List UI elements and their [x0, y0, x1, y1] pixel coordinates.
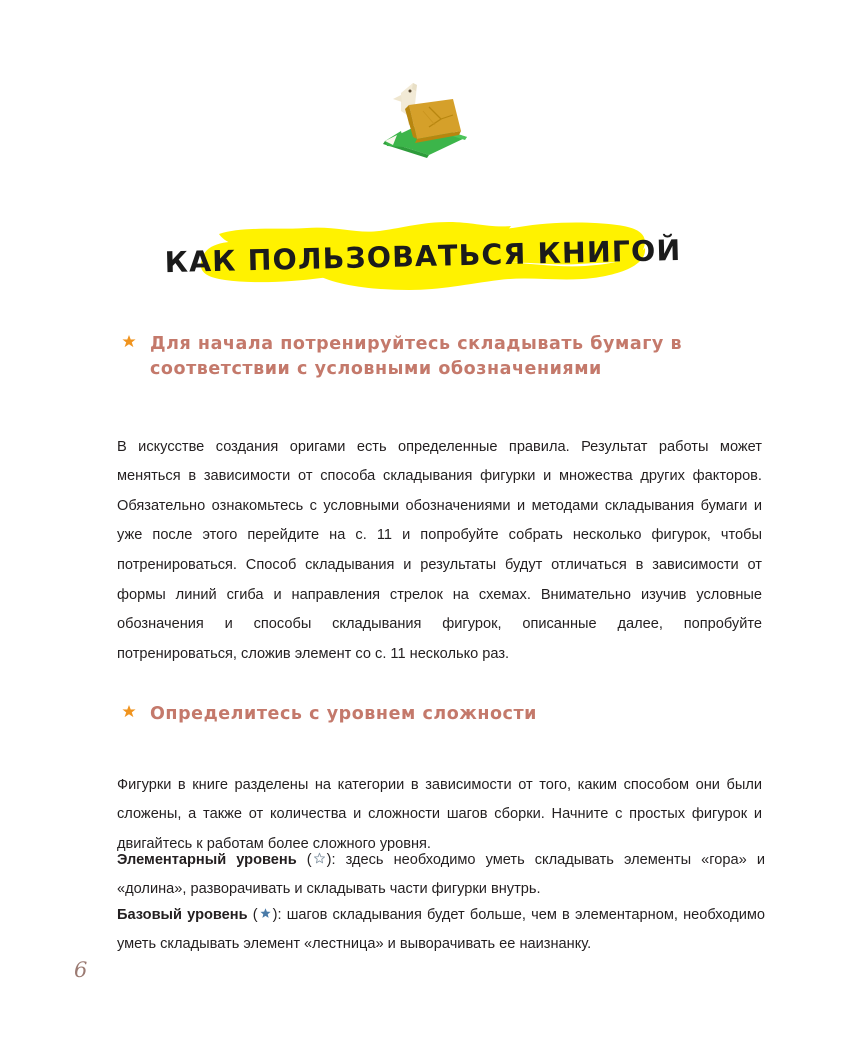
- level-paren-open: (: [247, 906, 258, 923]
- star-bullet-icon: [121, 704, 137, 720]
- level-paren-close: ): [272, 906, 278, 923]
- page-title-block: [0, 212, 846, 308]
- level-elementary: [117, 846, 765, 905]
- level-paren-open: (: [296, 851, 312, 868]
- origami-duck-icon: [371, 75, 475, 159]
- star-filled-icon: [259, 907, 272, 920]
- level-description: : здесь необходимо уметь складывать элементы «гора» и «долина», разворачивать и складывать части фигурки внутрь.: [117, 851, 765, 898]
- star-outline-icon: [313, 852, 326, 865]
- level-paren-close: ): [326, 851, 332, 868]
- paragraph-levels-intro: Фигурки в книге разделены на категории в зависимости от того, каким способом они были сложены, а также от количества и сложности шагов сборки. Начните с простых фигурок и двигайтесь к работам более сложного уровня.: [117, 776, 762, 852]
- section-heading-text: Определитесь с уровнем сложности: [150, 704, 537, 724]
- paragraph-intro: В искусстве создания оригами есть определенные правила. Результат работы может меняться в зависимости от способа складывания фигурки и множества других факторов. Обязательно ознакомьтесь с условными обозначениями и методами складывания бумаги и уже после этого перейдите на с. 11 и попробуйте собрать несколько фигурок, чтобы потренироваться. Способ складывания и результаты будут отличаться в зависимости от формы линий сгиба и направления стрелок на схемах. Внимательно изучив условные обозначения и способы складывания фигурок, описанные далее, попробуйте потренироваться, сложив элемент со с. 11 несколько раз.: [117, 438, 762, 662]
- level-description: : шагов складывания будет больше, чем в элементарном, необходимо уметь складывать элемент «лестница» и выворачивать ее наизнанку.: [117, 906, 765, 953]
- page-title: КАК ПОЛЬЗОВАТЬСЯ КНИГОЙ: [164, 233, 682, 280]
- level-name: Элементарный уровень: [117, 851, 297, 868]
- section-heading-folding-practice: [117, 332, 777, 382]
- section-heading-text: Для начала потренируйтесь складывать бумагу в соответствии с условными обозначениями: [150, 334, 683, 379]
- section-heading-difficulty-level: [117, 702, 777, 727]
- level-name: Базовый уровень: [117, 906, 248, 923]
- origami-duck-illustration: [0, 74, 846, 160]
- page-number: 6: [74, 958, 88, 982]
- star-bullet-icon: [121, 334, 137, 350]
- level-basic: [117, 901, 765, 960]
